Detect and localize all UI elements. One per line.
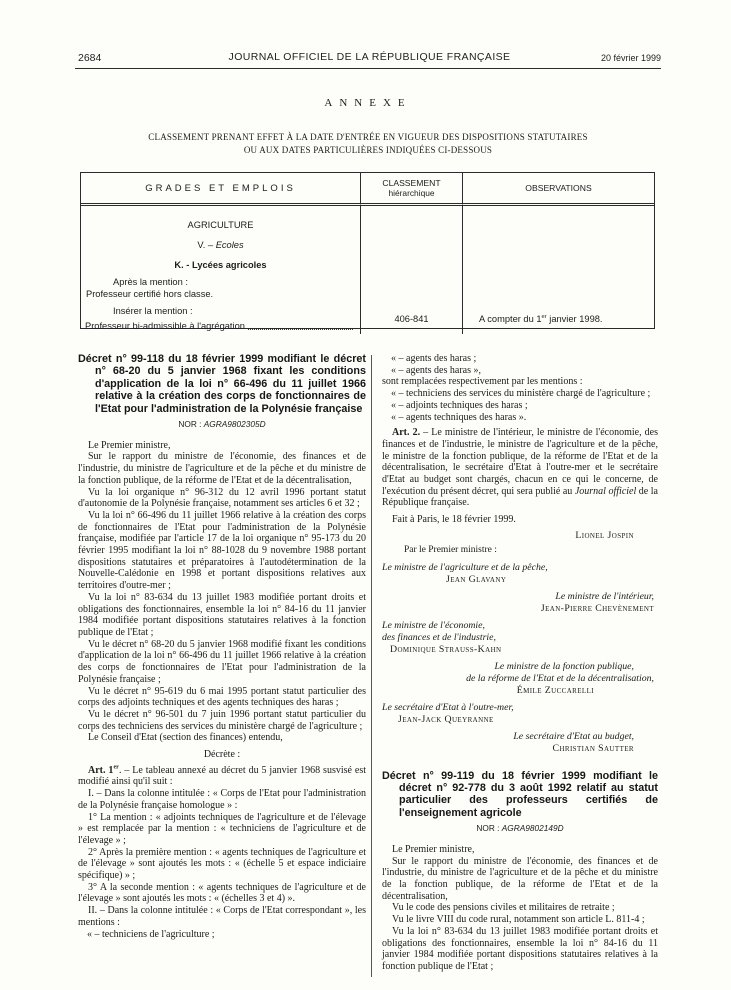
masthead: [78, 51, 661, 65]
decree-99-118-continuation: [382, 353, 658, 755]
two-column-body: [78, 353, 658, 983]
table-section-heading: AGRICULTURE: [187, 220, 254, 230]
paragraph: « – agents des haras »,: [391, 364, 481, 376]
paragraph: Vu le livre VIII du code rural, notamment son article L. 811-4 ;: [392, 914, 645, 926]
paragraph: Par le Premier ministre :: [404, 544, 497, 555]
paragraph: II. – Dans la colonne intitulée : « Corps de l'Etat correspondant », les mentions :: [78, 905, 366, 928]
signatory-name: Émile Zuccarelli: [516, 684, 594, 696]
table-subsection: V. – Ecoles: [197, 240, 244, 250]
signatory-name: Jean-Jack Queyranne: [398, 713, 494, 725]
nor-line: NOR : AGRA9802149D: [476, 823, 564, 834]
paragraph: Vu la loi n° 66-496 du 11 juillet 1966 relative à la création des corps de fonctionnaires de l'Etat pour l'administration de la Polynésie française, modifiée par l'article 17 de la loi organique n° 95-173 du 20 février 1995 modifiant la loi n° 88-1028 du 9 novembre 1988 portant dispositions statutaires et préparatoires à l'autodétermination de la Nouvelle-Calédonie en 1998 et portant dispositions relatives aux territoires d'outre-mer ;: [78, 509, 366, 592]
signatory-title: Le ministre de l'intérieur,: [555, 590, 654, 602]
table-subsection: K. - Lycées agricoles: [174, 260, 267, 270]
paragraph: Vu le décret n° 95-619 du 6 mai 1995 portant statut particulier des corps des adjoints techniques et des agents techniques des haras ;: [78, 685, 366, 709]
paragraph: « – agents des haras ;: [391, 353, 477, 364]
paragraph: Le Premier ministre,: [88, 439, 171, 451]
paragraph: I. – Dans la colonne intitulée : « Corps de l'Etat pour l'administration de la Polynésie française homologue » :: [78, 788, 366, 811]
article-1: Art. 1er. – Le tableau annexé au décret du 5 janvier 1968 susvisé est modifié ainsi qu'il suit :: [78, 763, 366, 788]
signatory-title: des finances et de l'industrie,: [382, 631, 496, 643]
paragraph: « – adjoints techniques des haras ;: [391, 399, 528, 411]
signatory-name: Jean Glavany: [446, 573, 507, 585]
signatory-name: Dominique Strauss-Kahn: [390, 643, 502, 655]
paragraph: 3° A la seconde mention : « agents techniques de l'agriculture et de l'élevage » sont ajoutés les mots : « (échelles 3 et 4) ».: [78, 881, 366, 905]
signatory-title: Le ministre de la fonction publique,: [494, 660, 634, 672]
table-cell-observations: [463, 206, 654, 334]
decree-99-119-title: Décret n° 99-119 du 18 février 1999 modifiant le décret n° 92-778 du 3 août 1992 relatif au statut particulier des professeurs certifiés de l'enseignement agricole: [382, 769, 658, 819]
paragraph: Fait à Paris, le 18 février 1999.: [392, 514, 516, 526]
paragraph: Le Premier ministre,: [392, 843, 475, 855]
masthead-rule: [75, 68, 661, 69]
table-header-grades: [81, 173, 361, 206]
signatory-title: Le secrétaire d'Etat à l'outre-mer,: [382, 701, 514, 713]
signatory-title: de la réforme de l'Etat et de la décentralisation,: [466, 672, 654, 684]
signatory-name: Jean-Pierre Chevènement: [540, 602, 654, 614]
decree-99-119-body: [382, 823, 658, 972]
paragraph: Vu la loi n° 83-634 du 13 juillet 1983 modifiée portant droits et obligations des fonctionnaires, ensemble la loi n° 84-16 du 11 janvier 1984 modifiée portant dispositions statutaires relatives à la fonction publique de l'Etat ;: [78, 591, 366, 638]
classement-heading-line2: OU AUX DATES PARTICULIÈRES INDIQUÉES CI-DESSOUS: [243, 144, 493, 155]
decrete-line: Décrète :: [203, 749, 241, 761]
paragraph: Vu le décret n° 96-501 du 7 juin 1996 portant statut particulier du corps des techniciens des services du ministère chargé de l'agriculture ;: [78, 708, 366, 732]
paragraph: Vu la loi organique n° 96-312 du 12 avril 1996 portant statut d'autonomie de la Polynésie française, notamment ses articles 6 et 32 ;: [78, 486, 366, 510]
paragraph: Sur le rapport du ministre de l'économie, des finances et de l'industrie, du ministre de l'agriculture et de la pêche et du ministre de la fonction publique, de la réforme de l'Etat et de la décentralisation,: [382, 855, 658, 902]
decree-99-118-title: Décret n° 99-118 du 18 février 1999 modifiant le décret n° 68-20 du 5 janvier 1968 fixant les conditions d'application de la loi n° 66-496 du 11 juillet 1966 relative à la création des corps de fonctionnaires de l'Etat pour l'administration de la Polynésie française: [78, 353, 366, 415]
journal-title: JOURNAL OFFICIEL DE LA RÉPUBLIQUE FRANÇAISE: [228, 51, 511, 63]
table-header-observations-label: OBSERVATIONS: [525, 183, 592, 193]
decree-99-118-body: [78, 419, 366, 940]
paragraph: Vu la loi n° 83-634 du 13 juillet 1983 modifiée portant droits et obligations des fonctionnaires, ensemble la loi n° 84-16 du 11 janvier 1984 modifiée portant dispositions statutaires relatives à la fonction publique de l'Etat ;: [382, 925, 658, 972]
classement-value: 406-841: [394, 314, 429, 324]
column-divider: [371, 355, 372, 977]
paragraph: « – techniciens de l'agriculture ;: [87, 928, 215, 940]
paragraph: Sur le rapport du ministre de l'économie, des finances et de l'industrie, du ministre de l'agriculture et de la pêche et du ministre de la fonction publique, de la réforme de l'Etat et de la décentralisation,: [78, 451, 366, 486]
classement-heading: [75, 131, 661, 156]
table-header-classement-line1: CLASSEMENT: [382, 178, 441, 188]
page-number: 2684: [78, 52, 102, 64]
table-header-classement-line2: hiérarchique: [388, 188, 435, 198]
nor-line: NOR : AGRA9802305D: [178, 419, 266, 430]
right-column: [382, 353, 658, 973]
paragraph: Vu le décret n° 68-20 du 5 janvier 1968 modifié fixant les conditions d'application de la loi n° 66-496 du 11 juillet 1966 relative à la création des corps de fonctionnaires de l'Etat pour l'administration de la Polynésie française ;: [78, 638, 366, 685]
table-line: Après la mention :: [113, 277, 188, 287]
paragraph: « – techniciens des services du ministère chargé de l'agriculture ;: [391, 388, 651, 400]
paragraph: Le Conseil d'Etat (section des finances) entendu,: [88, 732, 283, 744]
paragraph: 1° La mention : « adjoints techniques de l'agriculture et de l'élevage » est remplacée par la mention : « techniciens de l'agriculture et de l'élevage » ;: [78, 811, 366, 846]
observation-text: A compter du 1er janvier 1998.: [479, 313, 603, 324]
signatory-title: Le secrétaire d'Etat au budget,: [513, 730, 634, 742]
annexe-heading: ANNEXE: [324, 97, 412, 109]
table-header-grades-label: GRADES ET EMPLOIS: [145, 182, 296, 194]
signatory-name: Lionel Jospin: [575, 529, 634, 541]
table-cell-classement: [361, 206, 463, 334]
signatory-title: Le ministre de l'économie,: [382, 619, 485, 631]
table-header-observations: [463, 173, 654, 206]
paragraph: 2° Après la première mention : « agents techniques de l'agriculture et de l'élevage » sont ajoutés les mots : « (échelle 5 et espace indiciaire spécifique) » ;: [78, 846, 366, 882]
paragraph: sont remplacées respectivement par les mentions :: [382, 376, 583, 388]
paragraph: Vu le code des pensions civiles et militaires de retraite ;: [392, 902, 615, 914]
table-line: Insérer la mention :: [113, 306, 193, 316]
table-line-leader: Professeur bi-admissible à l'agrégation: [85, 321, 356, 332]
article-2: Art. 2. – Le ministre de l'intérieur, le ministre de l'économie, des finances et de l'industrie, le ministre de l'agriculture et de la pêche, le ministre de la fonction publique, de la réforme de l'Etat et de la décentralisation, le secrétaire d'Etat à l'outre-mer et le secrétaire d'Etat au budget sont chargés, chacun en ce qui le concerne, de l'exécution du présent décret, qui sera publié au Journal officiel de la République française.: [382, 427, 658, 509]
classification-table: [80, 172, 655, 329]
table-cell-grades: [81, 206, 361, 334]
paragraph: « – agents techniques des haras ».: [391, 411, 527, 423]
left-column: [78, 353, 366, 940]
signatory-title: Le ministre de l'agriculture et de la pêche,: [382, 561, 548, 573]
issue-date: 20 février 1999: [600, 53, 661, 63]
classement-heading-line1: CLASSEMENT PRENANT EFFET À LA DATE D'ENTRÉE EN VIGUEUR DES DISPOSITIONS STATUTAIRES: [148, 132, 588, 142]
table-header-classement: [361, 173, 463, 206]
table-line: Professeur certifié hors classe.: [86, 289, 214, 299]
signatory-name: Christian Sautter: [552, 742, 634, 754]
